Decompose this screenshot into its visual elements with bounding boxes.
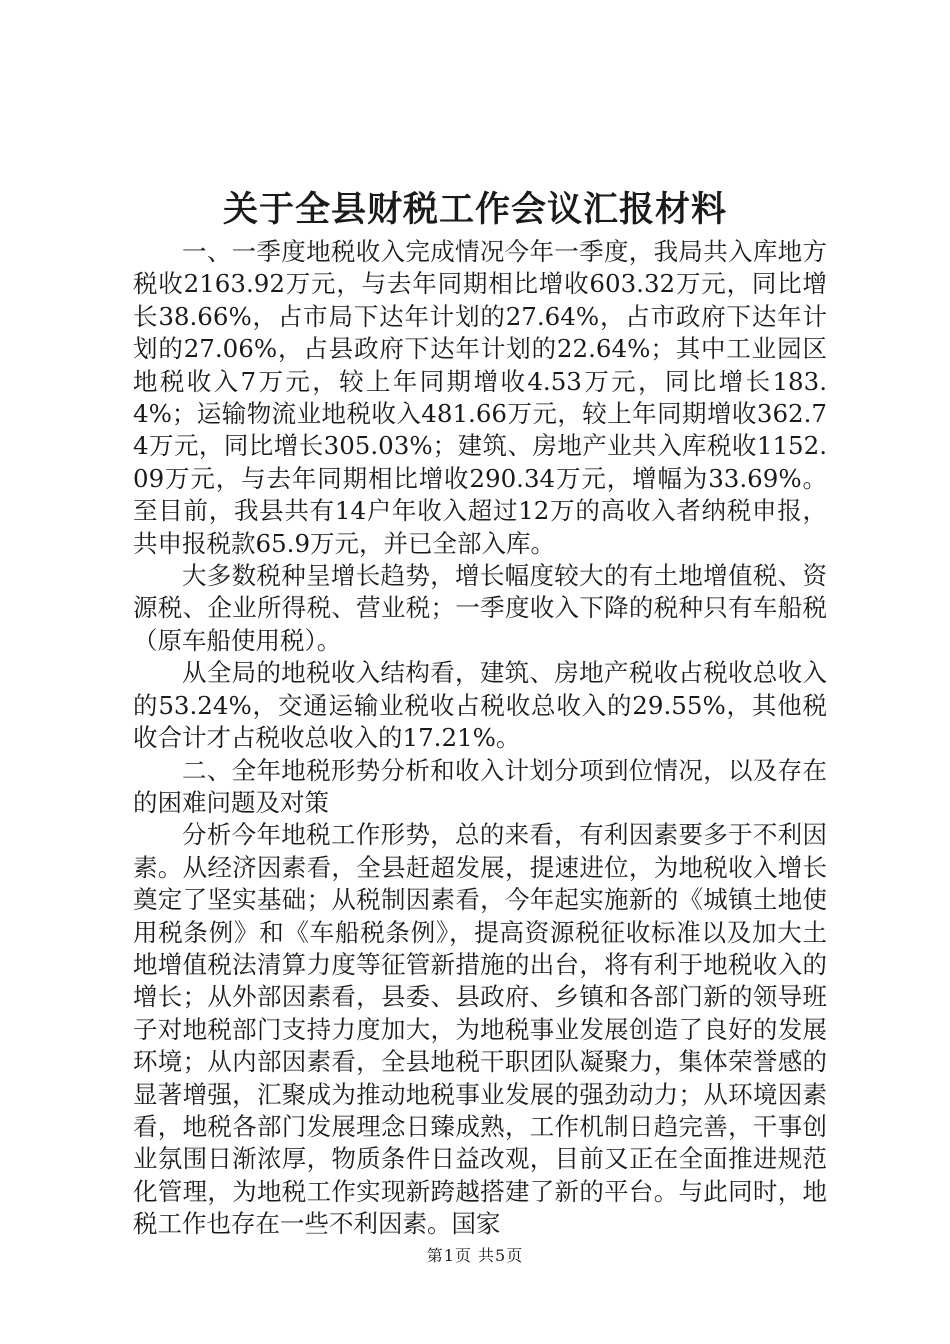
paragraph-section-two-heading: 二、全年地税形势分析和收入计划分项到位情况，以及存在的困难问题及对策 xyxy=(133,755,827,817)
paragraph-situation-analysis: 分析今年地税工作形势，总的来看，有利因素要多于不利因素。从经济因素看，全县赶超发展，提速进位，为地税收入增长奠定了坚实基础；从税制因素看，今年起实施新的《城镇土地使用税条例》和《车船税条例》，提高资源税征收标准以及加大土地增值税法清算力度等征管新措施的出台，将有利于地税收入的增长；从外部因素看，县委、县政府、乡镇和各部门新的领导班子对地税部门支持力度加大，为地税事业发展创造了良好的发展环境；从内部因素看，全县地税干职团队凝聚力，集体荣誉感的显著增强，汇聚成为推动地税事业发展的强劲动力；从环境因素看，地税各部门发展理念日臻成熟，工作机制日趋完善，干事创业氛围日渐浓厚，物质条件日益改观，目前又正在全面推进规范化管理，为地税工作实现新跨越搭建了新的平台。与此同时，地税工作也存在一些不利因素。国家 xyxy=(133,820,827,1239)
document-body xyxy=(133,236,827,1241)
page-number-footer: 第1页 共5页 xyxy=(426,1246,524,1265)
paragraph-tax-trend: 大多数税种呈增长趋势，增长幅度较大的有土地增值税、资源税、企业所得税、营业税；一季度收入下降的税种只有车船税（原车船使用税）。 xyxy=(133,561,827,655)
document-title: 关于全县财税工作会议汇报材料 xyxy=(222,189,727,230)
paragraph-revenue-structure: 从全局的地税收入结构看，建筑、房地产税收占税收总收入的53.24%，交通运输业税收占税收总收入的29.55%，其他税收合计才占税收总收入的17.21%。 xyxy=(133,658,827,753)
paragraph-q1-revenue: 一、一季度地税收入完成情况今年一季度，我局共入库地方税收2163.92万元，与去年同期相比增收603.32万元，同比增长38.66%，占市局下达年计划的27.64%，占市政府下达年计划的27.06%，占县政府下达年计划的22.64%；其中工业园区地税收入7万元，较上年同期增收4.53万元，同比增长183.4%；运输物流业地税收入481.66万元，较上年同期增收362.74万元，同比增长305.03%；建筑、房地产业共入库税收1152.09万元，与去年同期相比增收290.34万元，增幅为33.69%。至目前，我县共有14户年收入超过12万的高收入者纳税申报，共申报税款65.9万元，并已全部入库。 xyxy=(133,237,827,558)
